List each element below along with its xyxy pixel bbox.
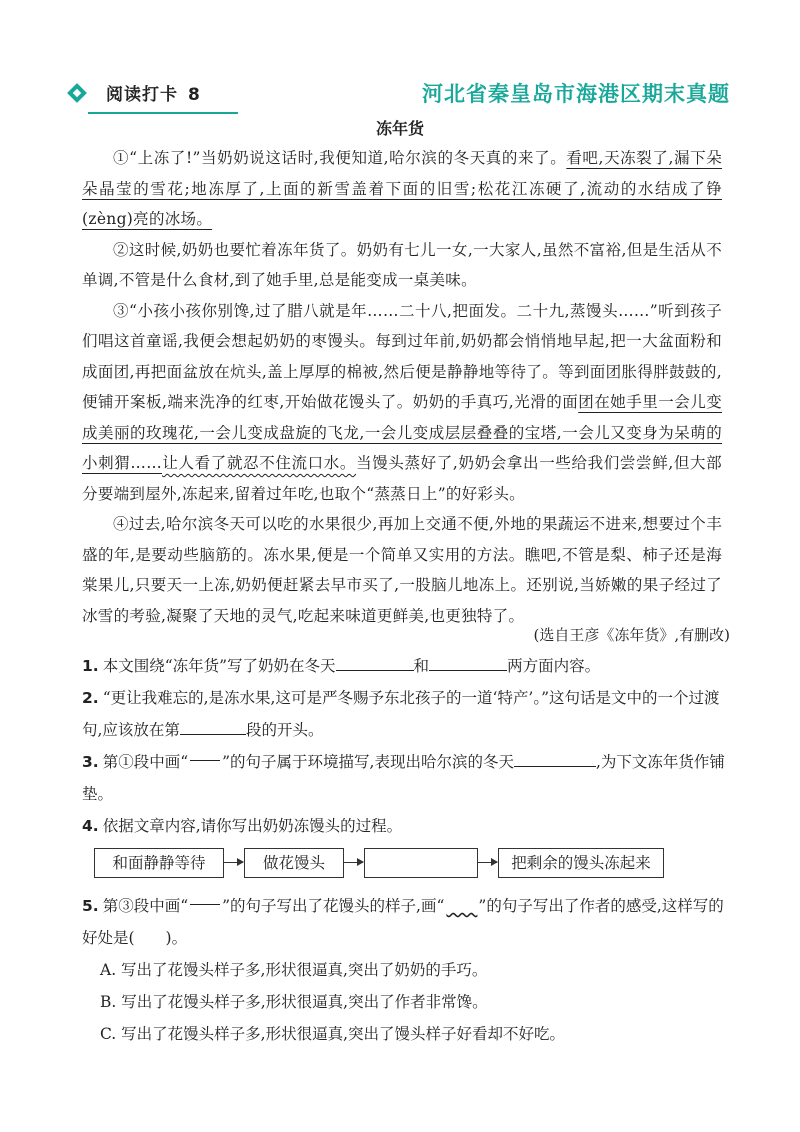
paragraph-3-tail: 当馒头蒸好了,奶奶会拿出一些给我们尝尝鲜,但大部分要端到屋外,冻起来,留着过年吃,也取个“蒸蒸日上”的好彩头。 bbox=[82, 454, 722, 503]
answer-blank[interactable] bbox=[429, 652, 507, 671]
process-flowchart bbox=[94, 846, 732, 882]
paragraph-3-wavy: 让人看了就忍不住流口水。 bbox=[162, 454, 357, 472]
answer-blank[interactable] bbox=[180, 716, 246, 735]
section-label bbox=[106, 80, 201, 105]
article-title: 冻年货 bbox=[375, 119, 424, 138]
answer-blank[interactable] bbox=[514, 748, 596, 767]
paragraph-1 bbox=[82, 143, 722, 235]
question-5 bbox=[82, 890, 732, 954]
option-a[interactable]: A. 写出了花馒头样子多,形状很逼真,突出了奶奶的手巧。 bbox=[100, 961, 488, 979]
section-number: 8 bbox=[188, 85, 201, 105]
questions-section bbox=[82, 650, 732, 1050]
paragraph-3 bbox=[82, 296, 722, 510]
answer-blank[interactable] bbox=[336, 652, 414, 671]
paragraph-2: ②这时候,奶奶也要忙着冻年货了。奶奶有七儿一女,一大家人,虽然不富裕,但是生活从不单调,不管是什么食材,到了她手里,总是能变成一桌美味。 bbox=[82, 240, 722, 289]
option-b[interactable]: B. 写出了花馒头样子多,形状很逼真,突出了作者非常馋。 bbox=[100, 993, 488, 1011]
flow-step-2: 做花馒头 bbox=[244, 848, 344, 878]
page-header bbox=[62, 78, 730, 114]
paragraph-3-lead: ③“小孩小孩你别馋,过了腊八就是年……二十八,把面发。二十九,蒸馒头……”听到孩子们唱这首童谣,我便会想起奶奶的枣馒头。每到过年前,奶奶都会悄悄地早起,把一大盆面粉和成面团,再把面盆放在炕头,盖上厚厚的棉被,然后便是静静地等待了。等到面团胀得胖鼓鼓的,便铺开案板,端来洗净的红枣,开始做花馒头了。奶奶的手真巧,光滑的面 bbox=[82, 301, 722, 411]
question-2 bbox=[82, 682, 732, 746]
paragraph-3-underlined: 团在她手里一会儿变成美丽的玫瑰花,一会儿变成盘旋的飞龙,一会儿变成层层叠叠的宝塔,一会儿又变身为呆萌的小刺猬…… bbox=[82, 393, 723, 472]
question-5-text-c: ”的句子写出了作者的感受,这样写的好处是( )。 bbox=[82, 897, 724, 947]
question-3-text-a: 第①段中画“ bbox=[102, 753, 189, 771]
arrow-right-icon bbox=[223, 862, 243, 863]
article-source: (选自王彦《冻年货》,有删改) bbox=[533, 626, 730, 644]
source-title: 河北省秦皇岛市海港区期末真题 bbox=[422, 82, 730, 106]
question-1-text-b: 和 bbox=[413, 657, 430, 675]
paragraph-4: ④过去,哈尔滨冬天可以吃的水果很少,再加上交通不便,外地的果蔬运不进来,想要过个丰盛的年,是要动些脑筋的。冻水果,便是一个简单又实用的方法。瞧吧,不管是梨、柿子还是海棠果儿,只要天一上冻,奶奶便赶紧去早市买了,一股脑儿地冻上。还别说,当娇嫩的果子经过了冰雪的考验,凝聚了天地的灵气,吃起来味道更鲜美,也更独特了。 bbox=[82, 515, 722, 625]
arrow-right-icon bbox=[343, 862, 363, 863]
question-1 bbox=[82, 650, 732, 682]
question-5-text-b: ”的句子写出了花馒头的样子,画“ bbox=[222, 897, 445, 915]
section-label-text: 阅读打卡 bbox=[106, 85, 178, 105]
article-passage bbox=[82, 143, 722, 631]
straight-underline-mark bbox=[190, 894, 220, 905]
question-3-text-c: ,为下文冻年货作铺垫。 bbox=[82, 753, 725, 803]
question-5-text-a: 第③段中画“ bbox=[102, 897, 189, 915]
option-c[interactable]: C. 写出了花馒头样子多,形状很逼真,突出了馒头样子好看却不好吃。 bbox=[100, 1025, 566, 1043]
question-number: 4. bbox=[82, 817, 99, 835]
flow-step-1: 和面静静等待 bbox=[94, 848, 224, 878]
straight-underline-mark bbox=[190, 750, 220, 761]
question-2-text-a: “更让我难忘的,是冻水果,这可是严冬赐予东北孩子的一道‘特产’。”这句话是文中的一个过渡句,应该放在第 bbox=[82, 689, 720, 739]
wavy-underline-mark bbox=[446, 890, 476, 922]
flow-step-4: 把剩余的馒头冻起来 bbox=[498, 848, 664, 878]
arrow-right-icon bbox=[477, 862, 497, 863]
question-4-text: 依据文章内容,请你写出奶奶冻馒头的过程。 bbox=[102, 817, 403, 835]
question-2-text-b: 段的开头。 bbox=[245, 721, 324, 739]
question-number: 3. bbox=[82, 753, 99, 771]
question-3 bbox=[82, 746, 732, 810]
question-number: 2. bbox=[82, 689, 99, 707]
question-1-text-a: 本文围绕“冻年货”写了奶奶在冬天 bbox=[102, 657, 336, 675]
question-4 bbox=[82, 810, 732, 842]
question-3-text-b: ”的句子属于环境描写,表现出哈尔滨的冬天 bbox=[222, 753, 514, 771]
flow-step-3-answer-box[interactable] bbox=[364, 848, 478, 878]
question-number: 1. bbox=[82, 657, 99, 675]
question-1-text-c: 两方面内容。 bbox=[507, 657, 601, 675]
paragraph-1-lead: ①“上冻了!”当奶奶说这话时,我便知道,哈尔滨的冬天真的来了。 bbox=[113, 149, 567, 167]
question-number: 5. bbox=[82, 897, 99, 915]
paragraph-1-underlined: 看吧,天冻裂了,漏下朵朵晶莹的雪花;地冻厚了,上面的新雪盖着下面的旧雪;松花江冻硬了,流动的水结成了铮(zèng)亮的冰场。 bbox=[82, 149, 723, 228]
header-underline bbox=[88, 112, 238, 114]
